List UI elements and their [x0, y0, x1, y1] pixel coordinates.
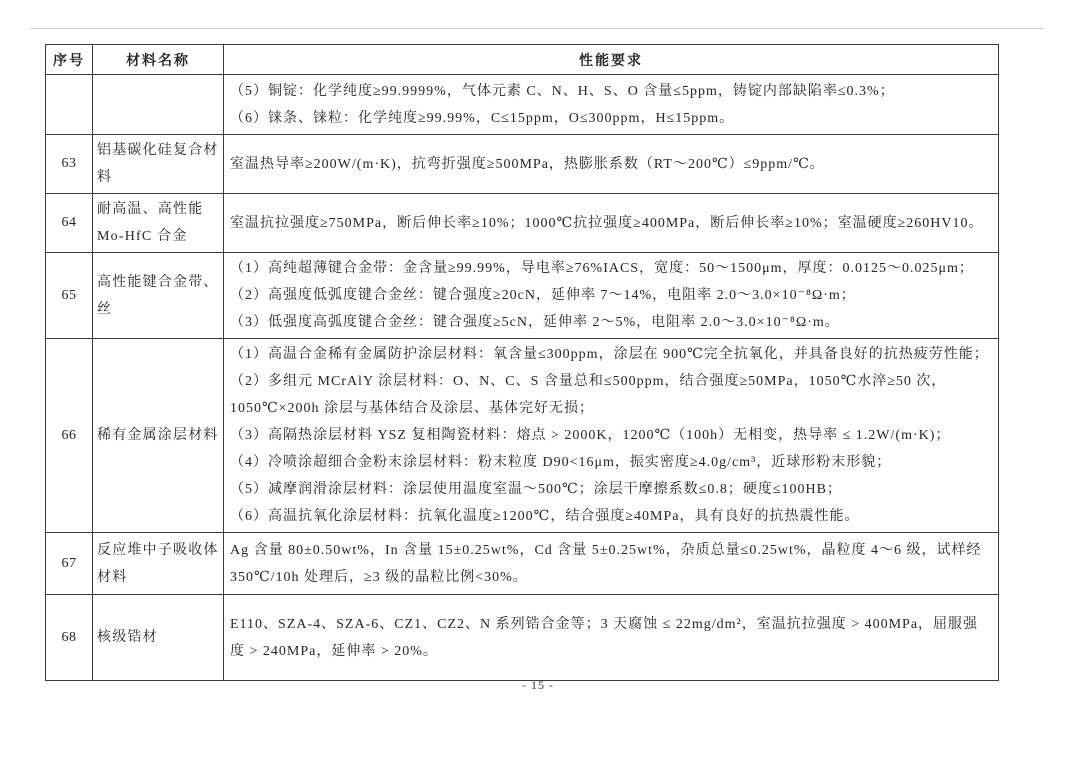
requirement-line: （6）铼条、铼粒：化学纯度≥99.99%，C≤15ppm，O≤300ppm，H≤15ppm。 [230, 110, 735, 126]
materials-table [45, 44, 999, 681]
requirements-cell [224, 339, 999, 533]
row-number-cell: 65 [46, 253, 93, 339]
header-row [46, 45, 999, 75]
requirements-cell [224, 595, 999, 681]
page-number: - 15 - [522, 678, 554, 692]
material-name-cell: 核级锆材 [93, 595, 224, 681]
row-number-cell: 64 [46, 194, 93, 253]
table-row [46, 75, 999, 135]
requirement-line: （3）高隔热涂层材料 YSZ 复相陶瓷材料：熔点 > 2000K，1200℃（100h）无相变，热导率 ≤ 1.2W/(m·K)； [230, 428, 951, 443]
requirement-line: （2）高强度低弧度键合金丝：键合强度≥20cN，延伸率 7～14%，电阻率 2.0～3.0×10⁻⁸Ω·m； [230, 288, 856, 303]
table-row [46, 194, 999, 253]
row-number-cell: 63 [46, 135, 93, 194]
requirement-line: （1）高温合金稀有金属防护涂层材料：氧含量≤300ppm，涂层在 900℃完全抗氧化，并具备良好的抗热疲劳性能； [230, 347, 989, 362]
row-number-cell: 66 [46, 339, 93, 533]
requirements-cell [224, 135, 999, 194]
header-cell-index: 序号 [46, 45, 93, 75]
table-row [46, 135, 999, 194]
row-number-cell [46, 75, 93, 135]
requirement-line: （6）高温抗氧化涂层材料：抗氧化温度≥1200℃，结合强度≥40MPa，具有良好的抗热震性能。 [230, 509, 860, 524]
requirement-line: （5）铜锭：化学纯度≥99.9999%，气体元素 C、N、H、S、O 含量≤5ppm，铸锭内部缺陷率≤0.3%； [230, 83, 895, 99]
table-row [46, 253, 999, 339]
material-name-cell: 高性能键合金带、丝 [93, 253, 224, 339]
requirement-line: （3）低强度高弧度键合金丝：键合强度≥5cN，延伸率 2～5%，电阻率 2.0～3.0×10⁻⁸Ω·m。 [230, 315, 840, 330]
requirement-line: （5）减摩润滑涂层材料：涂层使用温度室温～500℃；涂层干摩擦系数≤0.8；硬度≤100HB； [230, 482, 842, 497]
row-number-cell: 68 [46, 595, 93, 681]
table-row [46, 533, 999, 595]
material-name-cell: 耐高温、高性能 Mo-HfC 合金 [93, 194, 224, 253]
requirements-cell [224, 533, 999, 595]
requirements-cell [224, 194, 999, 253]
header-cell-requirements: 性能要求 [224, 45, 999, 75]
requirement-line: 室温抗拉强度≥750MPa，断后伸长率≥10%；1000℃抗拉强度≥400MPa，断后伸长率≥10%；室温硬度≥260HV10。 [230, 215, 984, 231]
requirements-cell [224, 253, 999, 339]
material-name-cell [93, 75, 224, 135]
scan-artifact-line [30, 28, 1044, 29]
requirement-line: E110、SZA-4、SZA-6、CZ1、CZ2、N 系列锆合金等；3 天腐蚀 ≤ 22mg/dm²，室温抗拉强度 > 400MPa，屈服强度 > 240MPa，延伸率 > 20%。 [230, 616, 979, 659]
material-name-cell: 反应堆中子吸收体材料 [93, 533, 224, 595]
requirement-line: （4）冷喷涂超细合金粉末涂层材料：粉末粒度 D90<16μm，振实密度≥4.0g/cm³，近球形粉末形貌； [230, 455, 892, 470]
requirement-line: （1）高纯超薄键合金带：金含量≥99.99%，导电率≥76%IACS，宽度：50～1500μm，厚度：0.0125～0.025μm； [230, 261, 974, 276]
header-cell-material-name: 材料名称 [93, 45, 224, 75]
table-row [46, 595, 999, 681]
material-name-cell: 稀有金属涂层材料 [93, 339, 224, 533]
requirement-line: Ag 含量 80±0.50wt%，In 含量 15±0.25wt%，Cd 含量 5±0.25wt%，杂质总量≤0.25wt%，晶粒度 4～6 级，试样经 350℃/10h 处理后，≥3 级的晶粒比例<30%。 [230, 542, 982, 585]
requirements-cell [224, 75, 999, 135]
table-row [46, 339, 999, 533]
requirement-line: 室温热导率≥200W/(m·K)，抗弯折强度≥500MPa，热膨胀系数（RT～200℃）≤9ppm/℃。 [230, 156, 825, 172]
material-name-cell: 铝基碳化硅复合材料 [93, 135, 224, 194]
requirement-line: （2）多组元 MCrAlY 涂层材料：O、N、C、S 含量总和≤500ppm，结合强度≥50MPa，1050℃水淬≥50 次，1050℃×200h 涂层与基体结合及涂层、基体完好无损； [230, 374, 947, 416]
row-number-cell: 67 [46, 533, 93, 595]
